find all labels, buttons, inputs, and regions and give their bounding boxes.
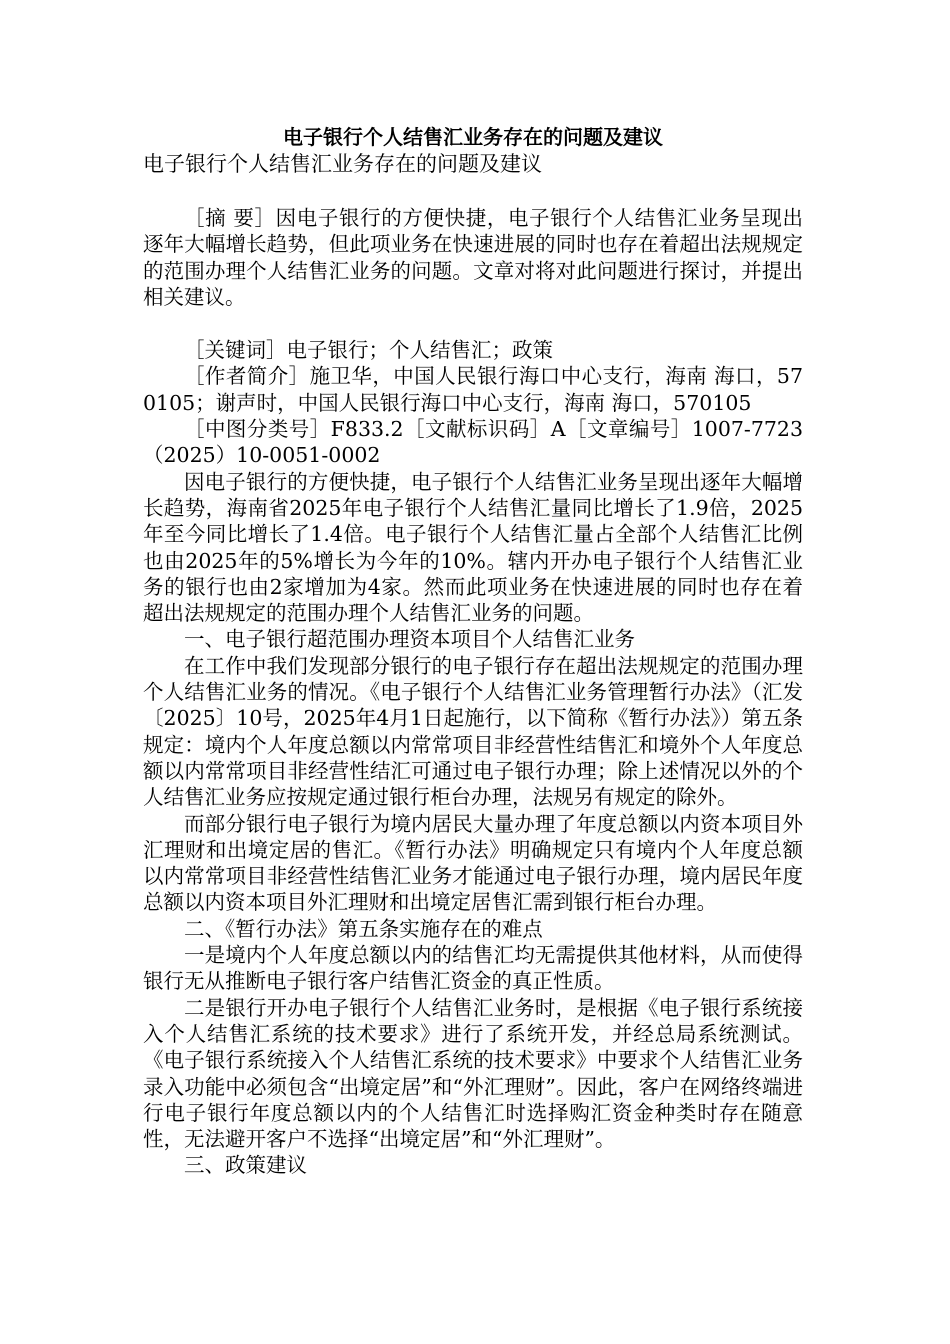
document-subtitle: 电子银行个人结售汇业务存在的问题及建议 bbox=[143, 152, 542, 176]
abstract-paragraph: ［摘 要］因电子银行的方便快捷，电子银行个人结售汇业务呈现出逐年大幅增长趋势，但此项业务在快速进展的同时也存在着超出法规规定的范围办理个人结售汇业务的问题。文章对将对此问题进行探讨，并提出相关建议。 bbox=[143, 206, 803, 309]
intro-paragraph: 因电子银行的方便快捷，电子银行个人结售汇业务呈现出逐年大幅增长趋势，海南省2025年电子银行个人结售汇量同比增长了1.9倍，2025年至今同比增长了1.4倍。电子银行个人结售汇量占全部个人结售汇比例也由2025年的5%增长为今年的10%。辖内开办电子银行个人结售汇业务的银行也由2家增加为4家。然而此项业务在快速进展的同时也存在着超出法规规定的范围办理个人结售汇业务的问题。 bbox=[143, 469, 803, 626]
section3-heading: 三、政策建议 bbox=[184, 1153, 307, 1178]
spacer bbox=[143, 310, 803, 337]
section2-paragraph-1: 一是境内个人年度总额以内的结售汇均无需提供其他材料，从而使得银行无从推断电子银行客户结售汇资金的真正性质。 bbox=[143, 943, 803, 994]
spacer bbox=[143, 178, 803, 205]
classification-info: ［中图分类号］F833.2［文献标识码］A［文章编号］1007-7723（2025）10-0051-0002 bbox=[143, 417, 803, 468]
section1-paragraph-1: 在工作中我们发现部分银行的电子银行存在超出法规规定的范围办理个人结售汇业务的情况。《电子银行个人结售汇业务管理暂行办法》（汇发〔2025〕10号，2025年4月1日起施行，以下简称《暂行办法》）第五条规定：境内个人年度总额以内常常项目非经营性结售汇和境外个人年度总额以内常常项目非经营性结汇可通过电子银行办理；除上述情况以外的个人结售汇业务应按规定通过银行柜台办理，法规另有规定的除外。 bbox=[143, 653, 803, 810]
author-info: ［作者简介］施卫华，中国人民银行海口中心支行，海南 海口，570105；谢声时，中国人民银行海口中心支行，海南 海口，570105 bbox=[143, 364, 803, 415]
document-title: 电子银行个人结售汇业务存在的问题及建议 bbox=[283, 125, 663, 149]
section1-heading: 一、电子银行超范围办理资本项目个人结售汇业务 bbox=[184, 627, 635, 652]
section1-paragraph-2: 而部分银行电子银行为境内居民大量办理了年度总额以内资本项目外汇理财和出境定居的售汇。《暂行办法》明确规定只有境内个人年度总额以内常常项目非经营性结售汇业务才能通过电子银行办理，境内居民年度总额以内资本项目外汇理财和出境定居售汇需到银行柜台办理。 bbox=[143, 811, 803, 915]
keywords-line: ［关键词］电子银行；个人结售汇；政策 bbox=[184, 338, 553, 363]
document-page bbox=[143, 123, 803, 1179]
section2-heading: 二、《暂行办法》第五条实施存在的难点 bbox=[184, 916, 543, 941]
section2-paragraph-2: 二是银行开办电子银行个人结售汇业务时，是根据《电子银行系统接入个人结售汇系统的技术要求》进行了系统开发，并经总局系统测试。《电子银行系统接入个人结售汇系统的技术要求》中要求个人结售汇业务录入功能中必须包含“出境定居”和“外汇理财”。因此，客户在网络终端进行电子银行年度总额以内的个人结售汇时选择购汇资金种类时存在随意性，无法避开客户不选择“出境定居”和“外汇理财”。 bbox=[143, 995, 803, 1152]
